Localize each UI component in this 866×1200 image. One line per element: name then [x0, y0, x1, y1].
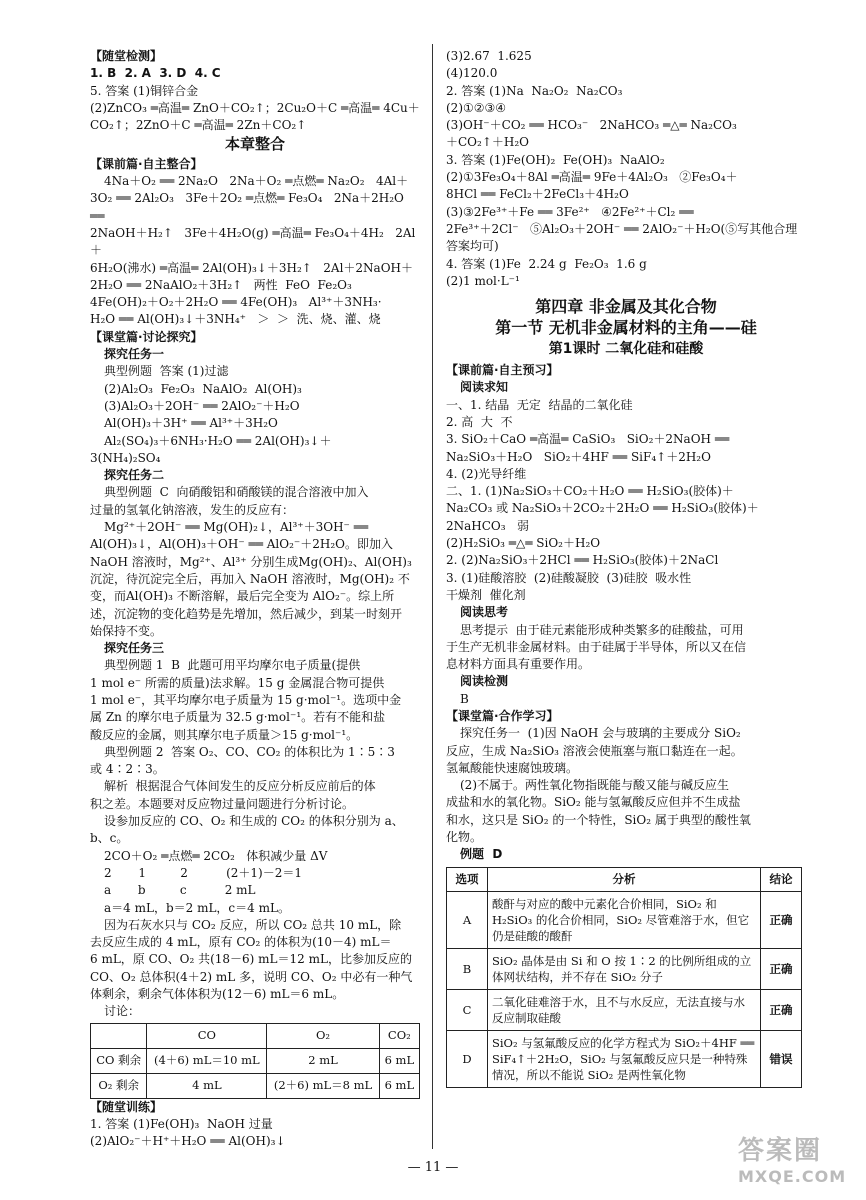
text-line: Na₂SiO₃＋H₂O SiO₂＋4HF ══ SiF₄↑＋2H₂O: [446, 449, 711, 464]
text-line: 阅读检测: [460, 674, 509, 689]
text-line: 2NaHCO₃ 弱: [446, 518, 530, 533]
text-line: 氢氟酸能快速腐蚀玻璃。: [446, 760, 579, 775]
text-line: (4)120.0: [446, 66, 498, 81]
table-cell: 6 mL: [379, 1048, 419, 1073]
table-body: [91, 1048, 420, 1098]
right-text-block: [446, 48, 806, 290]
text-line: 3. SiO₂＋CaO ═高温═ CaSiO₃ SiO₂＋2NaOH ══: [446, 432, 730, 447]
table-header-cell: [91, 1023, 147, 1048]
table-cell: 4 mL: [147, 1073, 267, 1098]
text-line: 4Fe(OH)₂＋O₂＋2H₂O ══ 4Fe(OH)₃ Al³⁺＋3NH₃·: [90, 295, 382, 310]
text-line: 4. (2)光导纤维: [446, 466, 527, 481]
text-line: 探究任务一: [104, 347, 165, 362]
text-line: 于生产无机非金属材料。由于硅属于半导体，所以又在信: [446, 639, 747, 654]
text-line: 3. (1)硅酸溶胶 (2)硅酸凝胶 (3)硅胶 吸水性: [446, 570, 692, 585]
table-header-cell: 分析: [488, 867, 761, 891]
text-line: 成盐和水的氧化物。SiO₂ 能与氢氟酸反应但并不生成盐: [446, 795, 741, 810]
text-line: 4. 答案 (1)Fe 2.24 g Fe₂O₃ 1.6 g: [446, 256, 647, 271]
text-line: 【随堂检测】: [90, 49, 163, 63]
table-header-cell: CO₂: [379, 1023, 419, 1048]
text-line: 典型例题 C 向硝酸铝和硝酸镁的混合溶液中加入: [104, 485, 369, 500]
text-line: 探究任务三: [104, 641, 165, 656]
text-line: 2. 答案 (1)Na Na₂O₂ Na₂CO₃: [446, 83, 623, 98]
page-number: — 11 —: [407, 1160, 459, 1175]
text-line: 【课堂篇·讨论探究】: [90, 329, 203, 344]
table-cell: 正确: [761, 948, 802, 989]
text-line: 反应，生成 Na₂SiO₃ 溶液会使瓶塞与瓶口黏连在一起。: [446, 743, 743, 758]
table-cell: C: [447, 989, 488, 1030]
table-header-row: [91, 1023, 420, 1048]
table-header-cell: O₂: [267, 1023, 379, 1048]
text-line: 属 Zn 的摩尔电子质量为 32.5 g·mol⁻¹。若有不能和盐: [90, 710, 386, 725]
text-line: 2 1 2 (2＋1)－2＝1: [104, 865, 302, 880]
watermark-url: MXQE.COM: [738, 1167, 847, 1186]
section-title: 第一节 无机非金属材料的主角——硅: [495, 318, 757, 338]
text-line: 探究任务一 (1)因 NaOH 会与玻璃的主要成分 SiO₂: [460, 726, 741, 741]
lesson-title: 第1课时 二氧化硅和硅酸: [548, 340, 704, 357]
text-line: 始保持不变。: [90, 623, 163, 638]
text-line: Al(OH)₃↓，Al(OH)₃＋OH⁻ ══ AlO₂⁻＋2H₂O。即加入: [90, 537, 393, 552]
text-line: (3)OH⁻＋CO₂ ══ HCO₃⁻ 2NaHCO₃ ═△═ Na₂CO₃: [446, 118, 737, 133]
text-line: 【课前篇·自主预习】: [446, 363, 559, 378]
text-line: 体剩余，剩余气体体积为(12－6) mL＝6 mL。: [90, 987, 345, 1002]
text-line: 2. 高 大 不: [446, 414, 513, 429]
text-line: 一、1. 结晶 无定 结晶的二氧化硅: [446, 397, 633, 412]
text-line: 探究任务二: [104, 468, 165, 483]
text-line: 2NaOH＋H₂↑ 3Fe＋4H₂O(g) ═高温═ Fe₃O₄＋4H₂ 2Al＋: [90, 225, 416, 258]
table-cell: SiO₂ 与氢氟酸反应的化学方程式为 SiO₂＋4HF ══ SiF₄↑＋2H₂O，SiO₂ 与氢氟酸反应只是一种特殊情况，所以不能说 SiO₂ 是两性氧化物: [488, 1030, 761, 1087]
text-line: 【课前篇·自主整合】: [90, 156, 203, 171]
text-line: H₂O ══ Al(OH)₃↓＋3NH₄⁺ ＞ ＞ 洗、烧、灌、烧: [90, 312, 381, 327]
text-line: CO₂↑；2ZnO＋C ═高温═ 2Zn＋CO₂↑: [90, 118, 307, 133]
table-header-cell: CO: [147, 1023, 267, 1048]
text-line: Mg²⁺＋2OH⁻ ══ Mg(OH)₂↓，Al³⁺＋3OH⁻ ══: [104, 520, 369, 535]
text-line: 阅读求知: [460, 380, 509, 395]
text-line: (3)2.67 1.625: [446, 49, 532, 63]
text-line: 过量的氢氧化钠溶液，发生的反应有：: [90, 502, 295, 517]
text-line: 例题 D: [460, 847, 503, 862]
table-row: [447, 1030, 802, 1087]
table-row: [91, 1048, 420, 1073]
text-line: 2H₂O ══ 2NaAlO₂＋3H₂↑ 两性 FeO Fe₂O₃: [90, 277, 352, 292]
table-cell: 正确: [761, 891, 802, 948]
text-line: 典型例题 1 B 此题可用平均摩尔电子质量(提供: [104, 658, 361, 673]
text-line: Al(OH)₃＋3H⁺ ══ Al³⁺＋3H₂O: [104, 416, 278, 431]
text-line: b、c。: [90, 831, 129, 846]
left-after-block: [90, 1099, 420, 1151]
table-cell: 二氧化硅难溶于水，且不与水反应，无法直接与水反应制取硅酸: [488, 989, 761, 1030]
watermark-logo: [738, 1130, 858, 1194]
text-line: 3. 答案 (1)Fe(OH)₂ Fe(OH)₃ NaAlO₂: [446, 152, 665, 167]
text-line: 1. B 2. A 3. D 4. C: [90, 66, 221, 81]
text-line: 讨论：: [104, 1004, 141, 1019]
watermark-text: 答案圈: [738, 1136, 823, 1166]
table-row: [447, 948, 802, 989]
text-line: 阅读思考: [460, 605, 509, 620]
table-cell: 2 mL: [267, 1048, 379, 1073]
text-line: Al₂(SO₄)₃＋6NH₃·H₂O ══ 2Al(OH)₃↓＋: [104, 433, 332, 448]
text-line: 积之差。本题要对反应物过量问题进行分析讨论。: [90, 796, 355, 811]
chapter-summary-heading: 本章整合: [224, 135, 285, 154]
text-line: 沉淀，待沉淀完全后，再加入 NaOH 溶液时，Mg(OH)₂ 不: [90, 571, 410, 586]
text-line: 去反应生成的 4 mL，原有 CO₂ 的体积为(10－4) mL＝: [90, 935, 392, 950]
text-line: 思考提示 由于硅元素能形成种类繁多的硅酸盐，可用: [460, 622, 744, 637]
table-header-cell: 结论: [761, 867, 802, 891]
table-cell: (2＋6) mL＝8 mL: [267, 1073, 379, 1098]
text-line: Na₂CO₃ 或 Na₂SiO₃＋2CO₂＋2H₂O ══ H₂SiO₃(胶体)＋: [446, 501, 759, 516]
text-line: B: [460, 691, 469, 706]
text-line: 【随堂训练】: [90, 1099, 163, 1114]
left-text-block: [90, 48, 420, 1021]
text-line: a b c 2 mL: [104, 883, 256, 898]
table-row: [447, 989, 802, 1030]
text-line: 二、1. (1)Na₂SiO₃＋CO₂＋H₂O ══ H₂SiO₃(胶体)＋: [446, 484, 734, 499]
text-line: 和水，这只是 SiO₂ 的一个特性，SiO₂ 属于典型的酸性氧: [446, 812, 751, 827]
text-line: 干燥剂 催化剂: [446, 587, 526, 602]
text-line: 【课堂篇·合作学习】: [446, 708, 559, 723]
text-line: 8HCl ══ FeCl₂＋2FeCl₃＋4H₂O: [446, 187, 629, 202]
text-line: 因为石灰水只与 CO₂ 反应，所以 CO₂ 总共 10 mL，除: [104, 917, 402, 932]
text-line: 化物。: [446, 830, 483, 845]
text-line: (3)③2Fe³⁺＋Fe ══ 3Fe²⁺ ④2Fe²⁺＋Cl₂ ══: [446, 204, 694, 219]
left-column: [90, 48, 420, 1151]
text-line: a＝4 mL，b＝2 mL，c＝4 mL。: [104, 900, 290, 915]
text-line: 5. 答案 (1)铜锌合金: [90, 83, 199, 98]
table-row: [447, 891, 802, 948]
table-cell: (4＋6) mL＝10 mL: [147, 1048, 267, 1073]
text-line: 1. 答案 (1)Fe(OH)₃ NaOH 过量: [90, 1116, 273, 1131]
table-cell: CO 剩余: [91, 1048, 147, 1073]
table-cell: 错误: [761, 1030, 802, 1087]
text-line: NaOH 溶液时，Mg²⁺、Al³⁺ 分别生成Mg(OH)₂、Al(OH)₃: [90, 554, 412, 569]
chapter-title: 第四章 非金属及其化合物: [535, 297, 717, 317]
text-line: 4Na＋O₂ ══ 2Na₂O 2Na＋O₂ ═点燃═ Na₂O₂ 4Al＋: [104, 174, 409, 189]
table-header-row: [447, 867, 802, 891]
text-line: (2)H₂SiO₃ ═△═ SiO₂＋H₂O: [446, 536, 601, 551]
analysis-table: [446, 867, 802, 1088]
text-line: 酸反应的金属，则其摩尔电子质量＞15 g·mol⁻¹。: [90, 727, 359, 742]
text-line: 6 mL，原 CO、O₂ 共(18－6) mL＝12 mL，比参加反应的: [90, 952, 412, 967]
text-line: 2CO＋O₂ ═点燃═ 2CO₂ 体积减少量 ΔV: [104, 848, 328, 863]
table-cell: SiO₂ 晶体是由 Si 和 O 按 1∶2 的比例所组成的立体网状结构，并不存在 SiO₂ 分子: [488, 948, 761, 989]
text-line: 1 mol e⁻，其平均摩尔电子质量为 15 g·mol⁻¹。选项中金: [90, 692, 402, 707]
text-line: ＋CO₂↑＋H₂O: [446, 135, 529, 150]
text-line: 解析 根据混合气体间发生的反应分析反应前后的体: [104, 779, 376, 794]
discussion-table: [90, 1023, 420, 1099]
table-cell: O₂ 剩余: [91, 1073, 147, 1098]
table-header-cell: 选项: [447, 867, 488, 891]
text-line: 6H₂O(沸水) ═高温═ 2Al(OH)₃↓＋3H₂↑ 2Al＋2NaOH＋: [90, 260, 413, 275]
text-line: (3)Al₂O₃＋2OH⁻ ══ 2AlO₂⁻＋H₂O: [104, 398, 300, 413]
text-line: 3(NH₄)₂SO₄: [90, 450, 161, 465]
text-line: (2)不属于。两性氧化物指既能与酸又能与碱反应生: [460, 778, 729, 793]
text-line: 设参加反应的 CO、O₂ 和生成的 CO₂ 的体积分别为 a、: [104, 814, 404, 829]
right-text-block-2: [446, 362, 806, 864]
table-cell: D: [447, 1030, 488, 1087]
text-line: (2)1 mol·L⁻¹: [446, 273, 520, 288]
text-line: 2Fe³⁺＋2Cl⁻ ⑤Al₂O₃＋2OH⁻ ══ 2AlO₂⁻＋H₂O(⑤写其他合理答案均可): [446, 221, 798, 254]
table-row: [91, 1073, 420, 1098]
text-line: 3O₂ ══ 2Al₂O₃ 3Fe＋2O₂ ═点燃═ Fe₃O₄ 2Na＋2H₂O ══: [90, 191, 408, 223]
text-line: 2. (2)Na₂SiO₃＋2HCl ══ H₂SiO₃(胶体)＋2NaCl: [446, 553, 719, 568]
text-line: (2)①②③④: [446, 100, 507, 115]
text-line: 述，沉淀物的变化趋势是先增加，然后减少，到某一时刻开: [90, 606, 403, 621]
right-column: [446, 48, 806, 1088]
table-cell: 酸酐与对应的酸中元素化合价相同，SiO₂ 和 H₂SiO₃ 的化合价相同，SiO₂ 尽管难溶于水，但它仍是硅酸的酸酐: [488, 891, 761, 948]
column-divider: [432, 44, 433, 1149]
text-line: 典型例题 答案 (1)过滤: [104, 364, 229, 379]
text-line: 变，而Al(OH)₃ 不断溶解，最后完全变为 AlO₂⁻。综上所: [90, 589, 395, 604]
table-cell: 6 mL: [379, 1073, 419, 1098]
table-body: [447, 891, 802, 1087]
text-line: (2)AlO₂⁻＋H⁺＋H₂O ══ Al(OH)₃↓: [90, 1134, 286, 1149]
text-line: CO、O₂ 总体积(4＋2) mL 多，说明 CO、O₂ 中必有一种气: [90, 969, 413, 984]
table-cell: B: [447, 948, 488, 989]
text-line: 或 4∶2∶3。: [90, 762, 165, 777]
text-line: (2)①3Fe₃O₄＋8Al ═高温═ 9Fe＋4Al₂O₃ ②Fe₃O₄＋: [446, 170, 738, 185]
text-line: 典型例题 2 答案 O₂、CO、CO₂ 的体积比为 1∶5∶3: [104, 744, 395, 759]
text-line: (2)Al₂O₃ Fe₂O₃ NaAlO₂ Al(OH)₃: [104, 381, 302, 396]
text-line: (2)ZnCO₃ ═高温═ ZnO＋CO₂↑；2Cu₂O＋C ═高温═ 4Cu＋: [90, 100, 420, 115]
table-cell: 正确: [761, 989, 802, 1030]
text-line: 息材料方面具有重要作用。: [446, 657, 591, 672]
table-cell: A: [447, 891, 488, 948]
text-line: 1 mol e⁻ 所需的质量)法求解。15 g 金属混合物可提供: [90, 675, 385, 690]
